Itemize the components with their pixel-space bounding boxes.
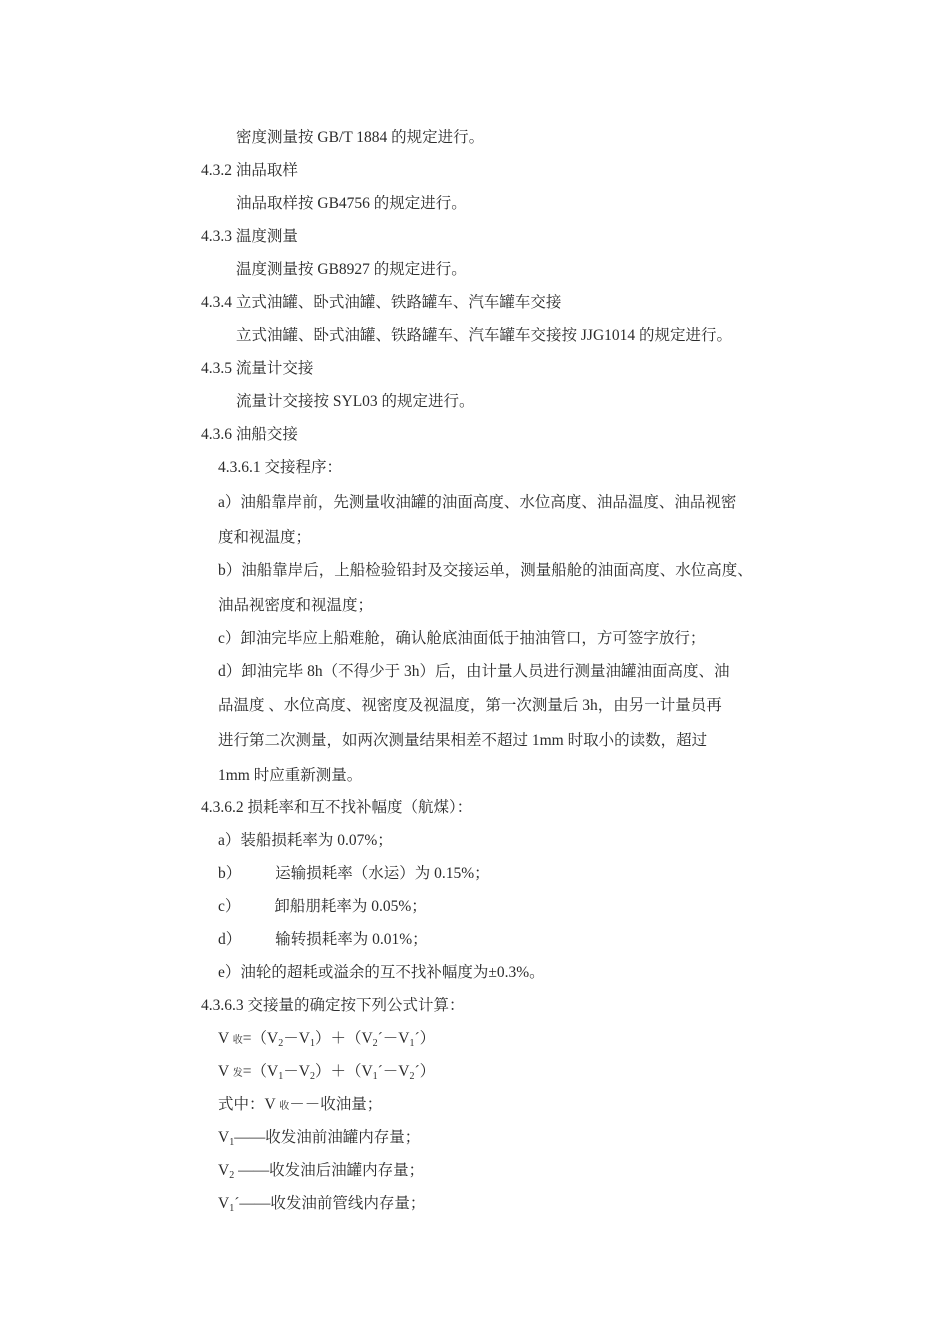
section-4-3-4-heading: 4.3.4 立式油罐、卧式油罐、铁路罐车、汽车罐车交接 <box>201 294 562 311</box>
loss-rate-a: a）装船损耗率为 0.07%； <box>218 832 393 849</box>
procedure-c-line-1: c）卸油完毕应上船难舱，确认舱底油面低于抽油管口，方可签字放行； <box>218 630 706 647</box>
section-4-3-6-1-heading: 4.3.6.1 交接程序： <box>218 459 343 476</box>
procedure-d-line-4: 1mm 时应重新测量。 <box>218 767 363 784</box>
section-4-3-3-heading: 4.3.3 温度测量 <box>201 228 298 245</box>
section-4-3-5-heading: 4.3.5 流量计交接 <box>201 360 314 377</box>
formula-receive: V 收$=(V_2-V_1)+(V_2´-V_1´)$ <box>218 1030 436 1049</box>
procedure-d-line-3: 进行第二次测量，如两次测量结果相差不超过 1mm 时取小的读数，超过 <box>218 732 708 749</box>
loss-rate-e: e）油轮的超耗或溢余的互不找补幅度为±0.3%。 <box>218 964 545 981</box>
loss-rate-b-label: b） <box>218 865 242 882</box>
section-4-3-2-text: 油品取样按 GB4756 的规定进行。 <box>236 195 467 212</box>
definition-v2: $V_2$ ——收发油后油罐内存量； <box>218 1162 425 1181</box>
procedure-b-line-2: 油品视密度和视温度； <box>218 597 374 614</box>
where-line: 式中：V 收－－收油量； <box>218 1096 383 1113</box>
section-4-3-6-3-heading: 4.3.6.3 交接量的确定按下列公式计算： <box>201 997 465 1014</box>
section-4-3-6-heading: 4.3.6 油船交接 <box>201 426 298 443</box>
definition-v1-prime: $V_1´——$收发油前管线内存量； <box>218 1195 426 1214</box>
procedure-d-line-2: 品温度 、水位高度、视密度及视温度，第一次测量后 3h，由另一计量员再 <box>218 697 722 714</box>
procedure-a-line-1: a）油船靠岸前，先测量收油罐的油面高度、水位高度、油品温度、油品视密 <box>218 494 737 511</box>
section-4-3-3-text: 温度测量按 GB8927 的规定进行。 <box>236 261 467 278</box>
section-4-3-2-heading: 4.3.2 油品取样 <box>201 162 298 179</box>
formula-send: V 发$=(V_1-V_2)+(V_1´-V_2´)$ <box>218 1063 436 1082</box>
procedure-b-line-1: b）油船靠岸后，上船检验铅封及交接运单，测量船舱的油面高度、水位高度、 <box>218 562 753 579</box>
procedure-d-line-1: d）卸油完毕 8h（不得少于 3h）后，由计量人员进行测量油罐油面高度、油 <box>218 663 730 680</box>
density-text: 密度测量按 GB/T 1884 的规定进行。 <box>236 129 485 146</box>
loss-rate-c-label: c） <box>218 898 241 915</box>
loss-rate-d <box>218 930 428 950</box>
loss-rate-c <box>218 897 427 917</box>
loss-rate-d-text: 输转损耗率为 0.01%； <box>275 931 428 948</box>
section-4-3-5-text: 流量计交接按 SYL03 的规定进行。 <box>236 393 475 410</box>
loss-rate-b <box>218 864 490 884</box>
section-4-3-6-2-heading: 4.3.6.2 损耗率和互不找补幅度（航煤）： <box>201 799 473 816</box>
section-4-3-4-text: 立式油罐、卧式油罐、铁路罐车、汽车罐车交接按 JJG1014 的规定进行。 <box>236 327 733 344</box>
procedure-a-line-2: 度和视温度； <box>218 529 312 546</box>
definition-v1: $V_1——$收发油前油罐内存量； <box>218 1129 421 1148</box>
loss-rate-b-text: 运输损耗率（水运）为 0.15%； <box>275 865 490 882</box>
loss-rate-d-label: d） <box>218 931 242 948</box>
loss-rate-c-text: 卸船朋耗率为 0.05%； <box>274 898 427 915</box>
